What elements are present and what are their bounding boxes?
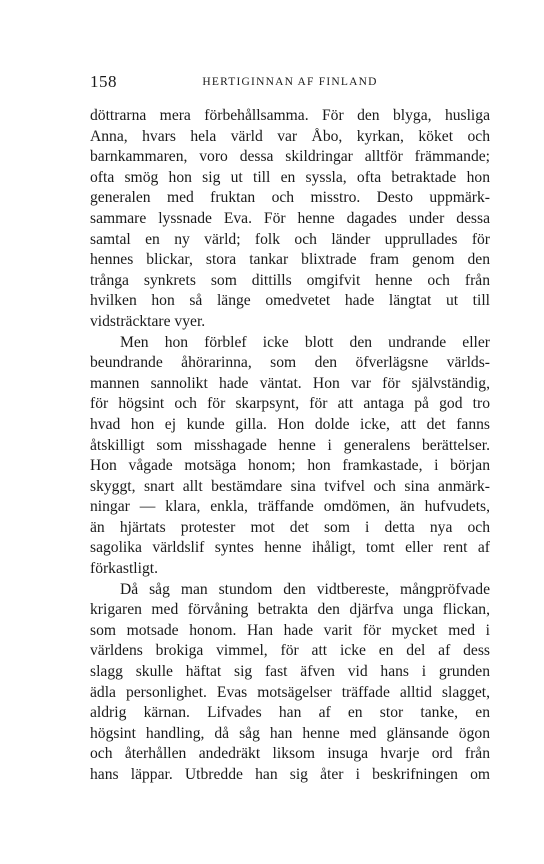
text-line: trånga synkrets som dittills omgifvit henne och från (90, 271, 490, 289)
text-line: Då såg man stundom den vidtbereste, mångpröfvade (120, 580, 490, 598)
text-line: hvilken hon så länge omedvetet hade längtat ut till (90, 292, 490, 310)
text-line: sagolika världslif syntes henne ihåligt, tomt eller rent af (90, 539, 490, 557)
text-line: skyggt, snart allt bestämdare sina tvifvel och sina anmärk- (90, 477, 490, 495)
text-line: än hjärtats protester mot det som i detta nya och (90, 518, 490, 536)
text-line: Hon vågade motsäga honom; hon framkastade, i början (90, 457, 490, 475)
text-line: hennes blickar, stora tankar blixtrade fram genom den (90, 251, 490, 269)
text-line: mannen sannolikt hade väntat. Hon var för självständig, (90, 374, 490, 392)
text-line: åtskilligt som misshagade henne i generalens berättelser. (90, 436, 490, 454)
text-line: Anna, hvars hela värld var Åbo, kyrkan, köket och (90, 127, 490, 145)
text-line: generalen med fruktan och misstro. Desto uppmärk- (90, 189, 490, 207)
text-line: ädla personlighet. Evas motsägelser träffade alltid slagget, (90, 683, 490, 701)
text-line: högsint handling, då såg han henne med glänsande ögon (90, 724, 490, 742)
text-line: världens brokiga vimmel, för att icke en del af dess (90, 642, 490, 660)
text-line: och återhållen andedräkt liksom insuga hvarje ord från (90, 745, 490, 763)
text-line: samtal en ny värld; folk och länder upprullades för (90, 230, 490, 248)
text-line: döttrarna mera förbehållsamma. För den blyga, husliga (90, 107, 490, 124)
text-line: slagg skulle häftat sig fast äfven vid hans i grunden (90, 663, 490, 681)
text-line: hvad hon ej kunde gilla. Hon dolde icke, att det fanns (90, 415, 490, 433)
text-line: ofta smög hon sig ut till en syssla, ofta betraktade hon (90, 168, 490, 186)
text-line: beundrande åhörarinna, som den öfverlägsne världs- (90, 354, 490, 372)
text-line: förkastligt. (90, 560, 158, 578)
text-line: aldrig kärnan. Lifvades han af en stor tanke, en (90, 704, 490, 722)
text-line: barnkammaren, voro dessa skildringar alltför främmande; (90, 148, 490, 166)
text-line: ningar — klara, enkla, träffande omdömen, än hufvudets, (90, 498, 490, 516)
body-text (90, 106, 490, 786)
page-header (90, 72, 490, 94)
text-line: Men hon förblef icke blott den undrande eller (120, 333, 490, 351)
text-line: krigaren med förvåning betrakta den djärfva unga flickan, (90, 601, 490, 619)
text-line: sammare lyssnade Eva. För henne dagades under dessa (90, 209, 490, 227)
page-number: 158 (90, 72, 117, 91)
running-title: HERTIGINNAN AF FINLAND (202, 76, 378, 88)
text-line: som motsade honom. Han hade varit för mycket med i (90, 621, 490, 639)
text-line: hans läppar. Utbredde han sig åter i beskrifningen om (90, 766, 490, 783)
text-line: vidsträcktare vyer. (90, 312, 206, 330)
text-line: för högsint och för skarpsynt, för att antaga på god tro (90, 395, 490, 413)
